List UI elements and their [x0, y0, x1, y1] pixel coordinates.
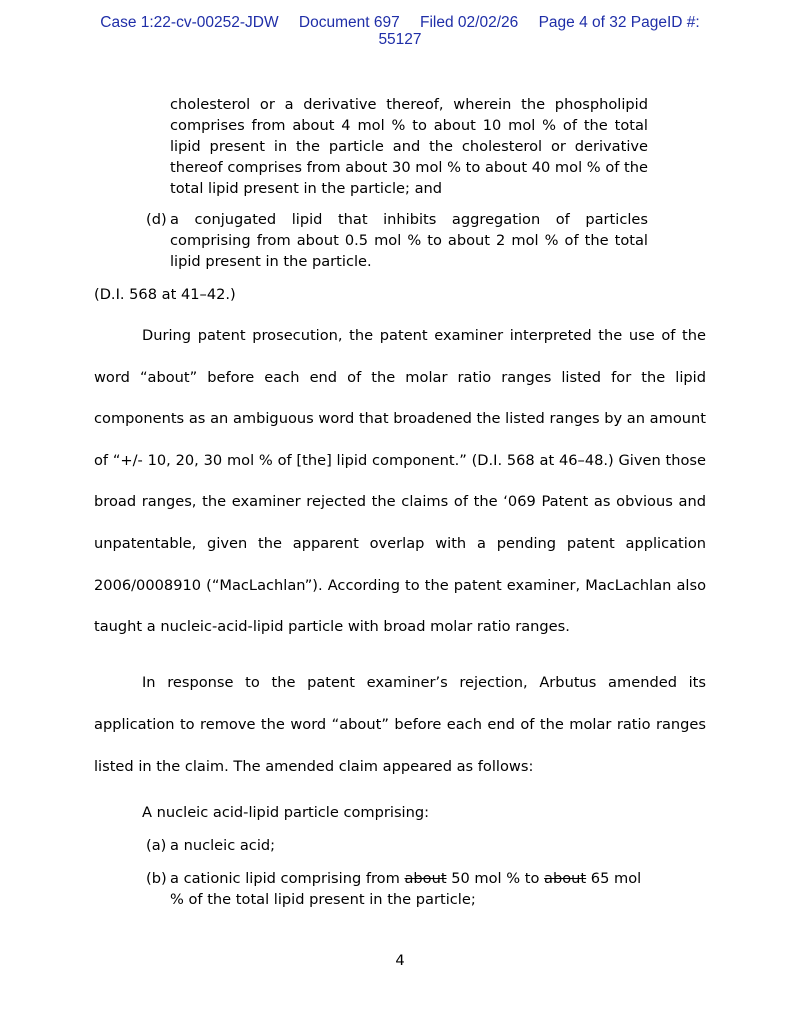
claim-letter: (d) [146, 211, 167, 228]
claim-continuation: cholesterol or a derivative thereof, wherein the phospholipid comprises from about 4 mol % to about 10 mol % of the total lipid present in the particle and the cholesterol or derivative thereof comprises from about 30 mol % to about 40 mol % of the total lipid present in the particle; and [170, 96, 648, 197]
page-id: 55127 [378, 31, 422, 48]
filed-date: Filed 02/02/26 [420, 14, 519, 31]
page-info: Page 4 of 32 PageID #: [538, 14, 700, 31]
case-number: Case 1:22-cv-00252-JDW [100, 14, 279, 31]
claim-text: a nucleic acid; [170, 836, 276, 854]
struck-word: about [404, 869, 447, 887]
claim-letter: (a) [146, 836, 167, 854]
header-line-1 [0, 14, 800, 31]
block-quote [146, 94, 648, 272]
document-number: Document 697 [298, 14, 400, 31]
claim-text-part: 65 mol % of the total lipid present in the particle; [170, 869, 642, 908]
claim-letter: (b) [146, 869, 167, 887]
page-number: 4 [395, 952, 405, 969]
ecf-header [0, 14, 800, 48]
claim-text [170, 870, 641, 908]
paragraph-amendment: In response to the patent examiner’s rejection, Arbutus amended its application to remove the word “about” before each end of the molar ratio ranges listed in the claim. The amended claim appeared as follows: [94, 674, 706, 775]
claim-text-part: 50 mol % to [446, 869, 545, 887]
amended-claim [142, 802, 706, 910]
claim-item-b [146, 868, 650, 910]
claim-item-d [146, 209, 648, 272]
claim-text: a conjugated lipid that inhibits aggregation of particles comprising from about 0.5 mol % to about 2 mol % of the total lipid present in the particle. [170, 211, 648, 270]
amended-claim-lead: A nucleic acid-lipid particle comprising: [142, 803, 430, 821]
claim-item-a [146, 835, 650, 856]
page-body [94, 94, 706, 922]
paragraph-prosecution: During patent prosecution, the patent examiner interpreted the use of the word “about” before each end of the molar ratio ranges listed for the lipid components as an ambiguous word that broadened the listed ranges by an amount of “+/- 10, 20, 30 mol % of [the] lipid component.” (D.I. 568 at 46–48.) Given those broad ranges, the examiner rejected the claims of the ‘069 Patent as obvious and unpatentable, given the apparent overlap with a pending patent application 2006/0008910 (“MacLachlan”). According to the patent examiner, MacLachlan also taught a nucleic-acid-lipid particle with broad molar ratio ranges. [94, 327, 706, 636]
claim-text-part: a cationic lipid comprising from [170, 869, 405, 887]
citation: (D.I. 568 at 41–42.) [94, 286, 236, 303]
struck-word: about [544, 869, 587, 887]
